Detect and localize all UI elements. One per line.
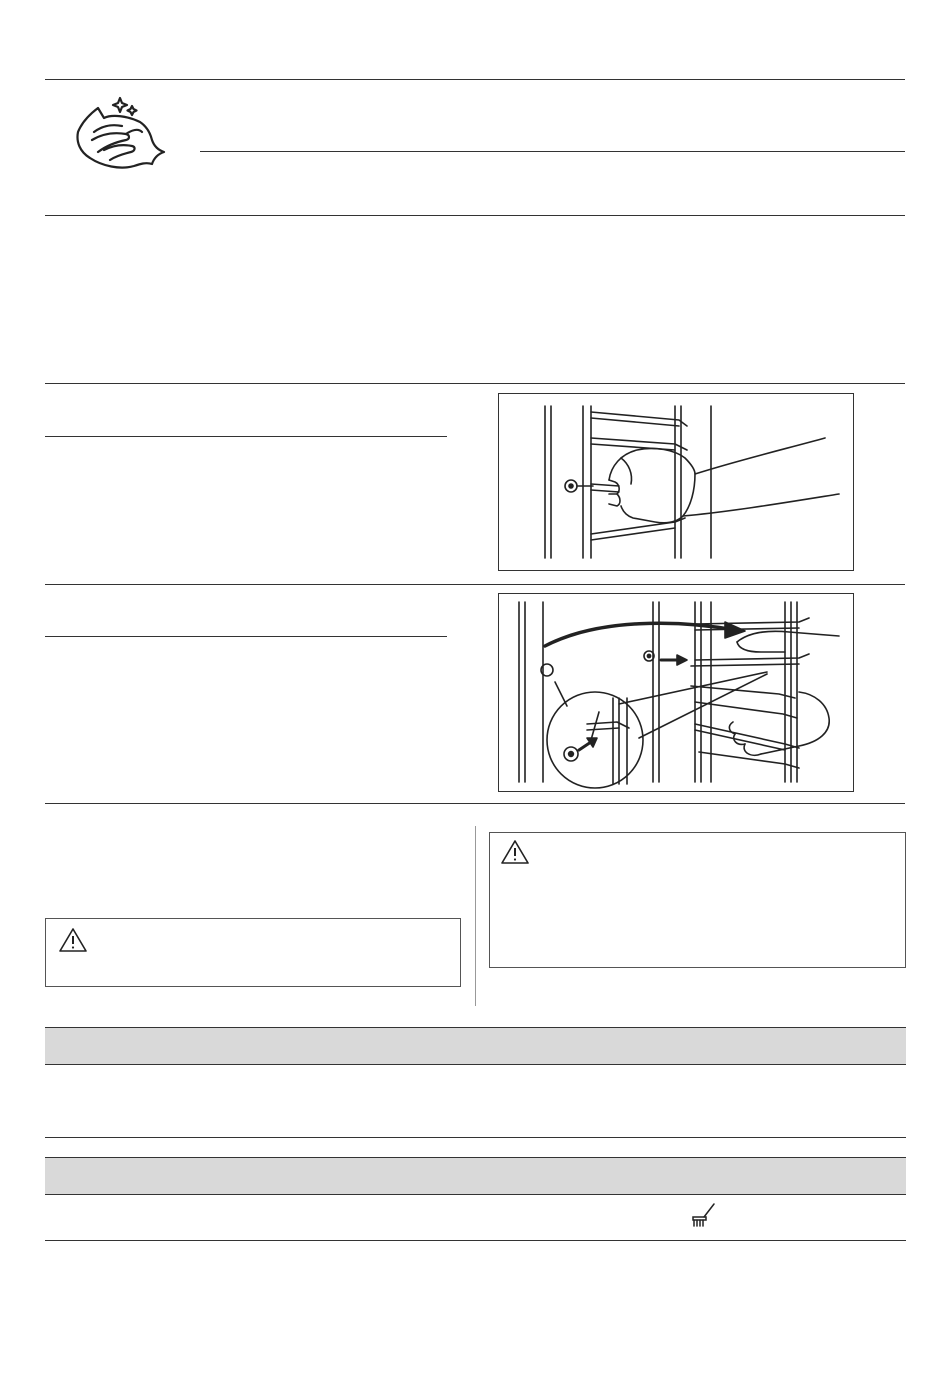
section-rule-5 [45, 803, 905, 804]
section-rule-4 [45, 584, 905, 585]
warning-box-right [489, 832, 906, 968]
section-rule-top [45, 79, 905, 80]
table-row-rule-2 [45, 1240, 906, 1241]
hand-pulling-shelf-support-illustration [498, 393, 854, 571]
column-divider [475, 826, 476, 1006]
hand-cleaning-sparkle-icon [68, 92, 172, 178]
shelf-support-installation-illustration [498, 593, 854, 792]
warning-box-left [45, 918, 461, 987]
table-header-band-1 [45, 1027, 906, 1065]
section-rule-2 [45, 215, 905, 216]
step-2-underline [45, 636, 447, 637]
table-row-rule-1 [45, 1137, 906, 1138]
header-underline [200, 151, 905, 152]
brush-icon [690, 1202, 716, 1228]
section-rule-3 [45, 383, 905, 384]
warning-triangle-icon [58, 927, 88, 953]
warning-triangle-icon [500, 839, 530, 865]
table-header-band-2 [45, 1157, 906, 1195]
step-1-underline [45, 436, 447, 437]
